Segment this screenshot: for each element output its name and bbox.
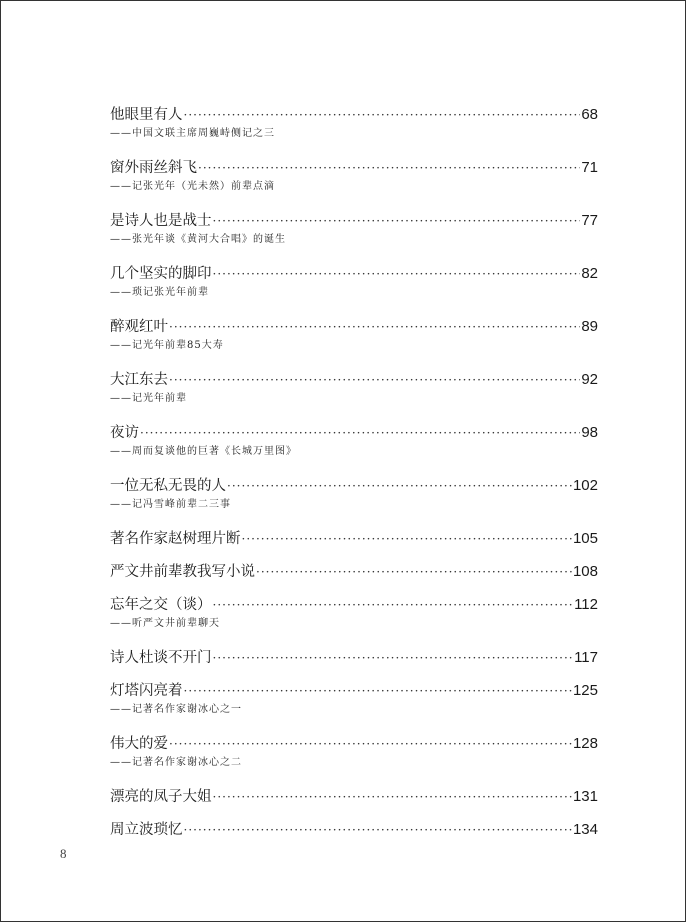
page-number: 77 xyxy=(581,212,598,229)
page-number: 92 xyxy=(581,371,598,388)
toc-entry[interactable] xyxy=(110,263,598,300)
entry-title: 大江东去 xyxy=(110,372,168,388)
entry-subtitle: ——记著名作家谢冰心之二 xyxy=(110,757,242,768)
dot-leader xyxy=(198,157,580,179)
dot-leader xyxy=(227,475,572,497)
dot-leader xyxy=(169,369,580,391)
entry-title: 忘年之交（谈） xyxy=(110,597,212,613)
dot-leader xyxy=(184,819,572,841)
page-number: 98 xyxy=(581,424,598,441)
page-number: 89 xyxy=(581,318,598,335)
page-number: 134 xyxy=(572,821,598,838)
dot-leader xyxy=(140,422,580,444)
entry-title: 严文井前辈教我写小说 xyxy=(110,564,255,580)
page-number: 71 xyxy=(581,159,598,176)
dot-leader xyxy=(256,561,572,583)
entry-title: 诗人杜谈不开门 xyxy=(110,650,212,666)
toc-entry[interactable] xyxy=(110,594,598,631)
dot-leader xyxy=(213,594,574,616)
entry-subtitle: ——记光年前辈85大寿 xyxy=(110,340,224,351)
toc-entry[interactable] xyxy=(110,316,598,353)
dot-leader xyxy=(242,528,572,550)
toc-entry[interactable] xyxy=(110,157,598,194)
toc-entry[interactable] xyxy=(110,561,598,583)
page-number: 117 xyxy=(574,649,598,666)
dot-leader xyxy=(213,647,574,669)
page-number: 102 xyxy=(572,477,598,494)
entry-title: 夜访 xyxy=(110,425,139,441)
page-number: 68 xyxy=(581,106,598,123)
toc-entry[interactable] xyxy=(110,104,598,141)
entry-title: 漂亮的凤子大姐 xyxy=(110,789,212,805)
entry-subtitle: ——记著名作家谢冰心之一 xyxy=(110,704,242,715)
entry-title: 他眼里有人 xyxy=(110,107,183,123)
page-number: 108 xyxy=(572,563,598,580)
entry-title: 著名作家赵树理片断 xyxy=(110,531,241,547)
toc-entry[interactable] xyxy=(110,647,598,669)
dot-leader xyxy=(213,786,572,808)
dot-leader xyxy=(169,733,572,755)
page-number: 128 xyxy=(572,735,598,752)
toc-entry[interactable] xyxy=(110,210,598,247)
toc-entry[interactable] xyxy=(110,475,598,512)
page-number: 82 xyxy=(581,265,598,282)
dot-leader xyxy=(213,263,581,285)
dot-leader xyxy=(184,104,581,126)
entry-subtitle: ——张光年谈《黄河大合唱》的诞生 xyxy=(110,234,286,245)
dot-leader xyxy=(213,210,581,232)
page-number: 112 xyxy=(574,596,598,613)
page-folio: 8 xyxy=(60,846,67,861)
dot-leader xyxy=(169,316,580,338)
entry-title: 周立波琐忆 xyxy=(110,822,183,838)
entry-title: 伟大的爱 xyxy=(110,736,168,752)
entry-subtitle: ——记张光年（光未然）前辈点滴 xyxy=(110,181,275,192)
toc-entry[interactable] xyxy=(110,819,598,841)
toc-entry[interactable] xyxy=(110,422,598,459)
entry-subtitle: ——琐记张光年前辈 xyxy=(110,287,209,298)
entry-title: 是诗人也是战士 xyxy=(110,213,212,229)
toc-entry[interactable] xyxy=(110,528,598,550)
page-number: 105 xyxy=(572,530,598,547)
dot-leader xyxy=(184,680,572,702)
page-number: 125 xyxy=(572,682,598,699)
entry-subtitle: ——记光年前辈 xyxy=(110,393,187,404)
entry-subtitle: ——周而复谈他的巨著《长城万里图》 xyxy=(110,446,297,457)
entry-title: 灯塔闪亮着 xyxy=(110,683,183,699)
entry-subtitle: ——听严文井前辈聊天 xyxy=(110,618,220,629)
entry-title: 窗外雨丝斜飞 xyxy=(110,160,197,176)
entry-title: 醉观红叶 xyxy=(110,319,168,335)
entry-subtitle: ——记冯雪峰前辈二三事 xyxy=(110,499,231,510)
page-number: 131 xyxy=(572,788,598,805)
toc-entry[interactable] xyxy=(110,369,598,406)
entry-title: 几个坚实的脚印 xyxy=(110,266,212,282)
table-of-contents xyxy=(110,104,598,841)
toc-entry[interactable] xyxy=(110,733,598,770)
entry-subtitle: ——中国文联主席周巍峙侧记之三 xyxy=(110,128,275,139)
toc-entry[interactable] xyxy=(110,786,598,808)
toc-entry[interactable] xyxy=(110,680,598,717)
entry-title: 一位无私无畏的人 xyxy=(110,478,226,494)
